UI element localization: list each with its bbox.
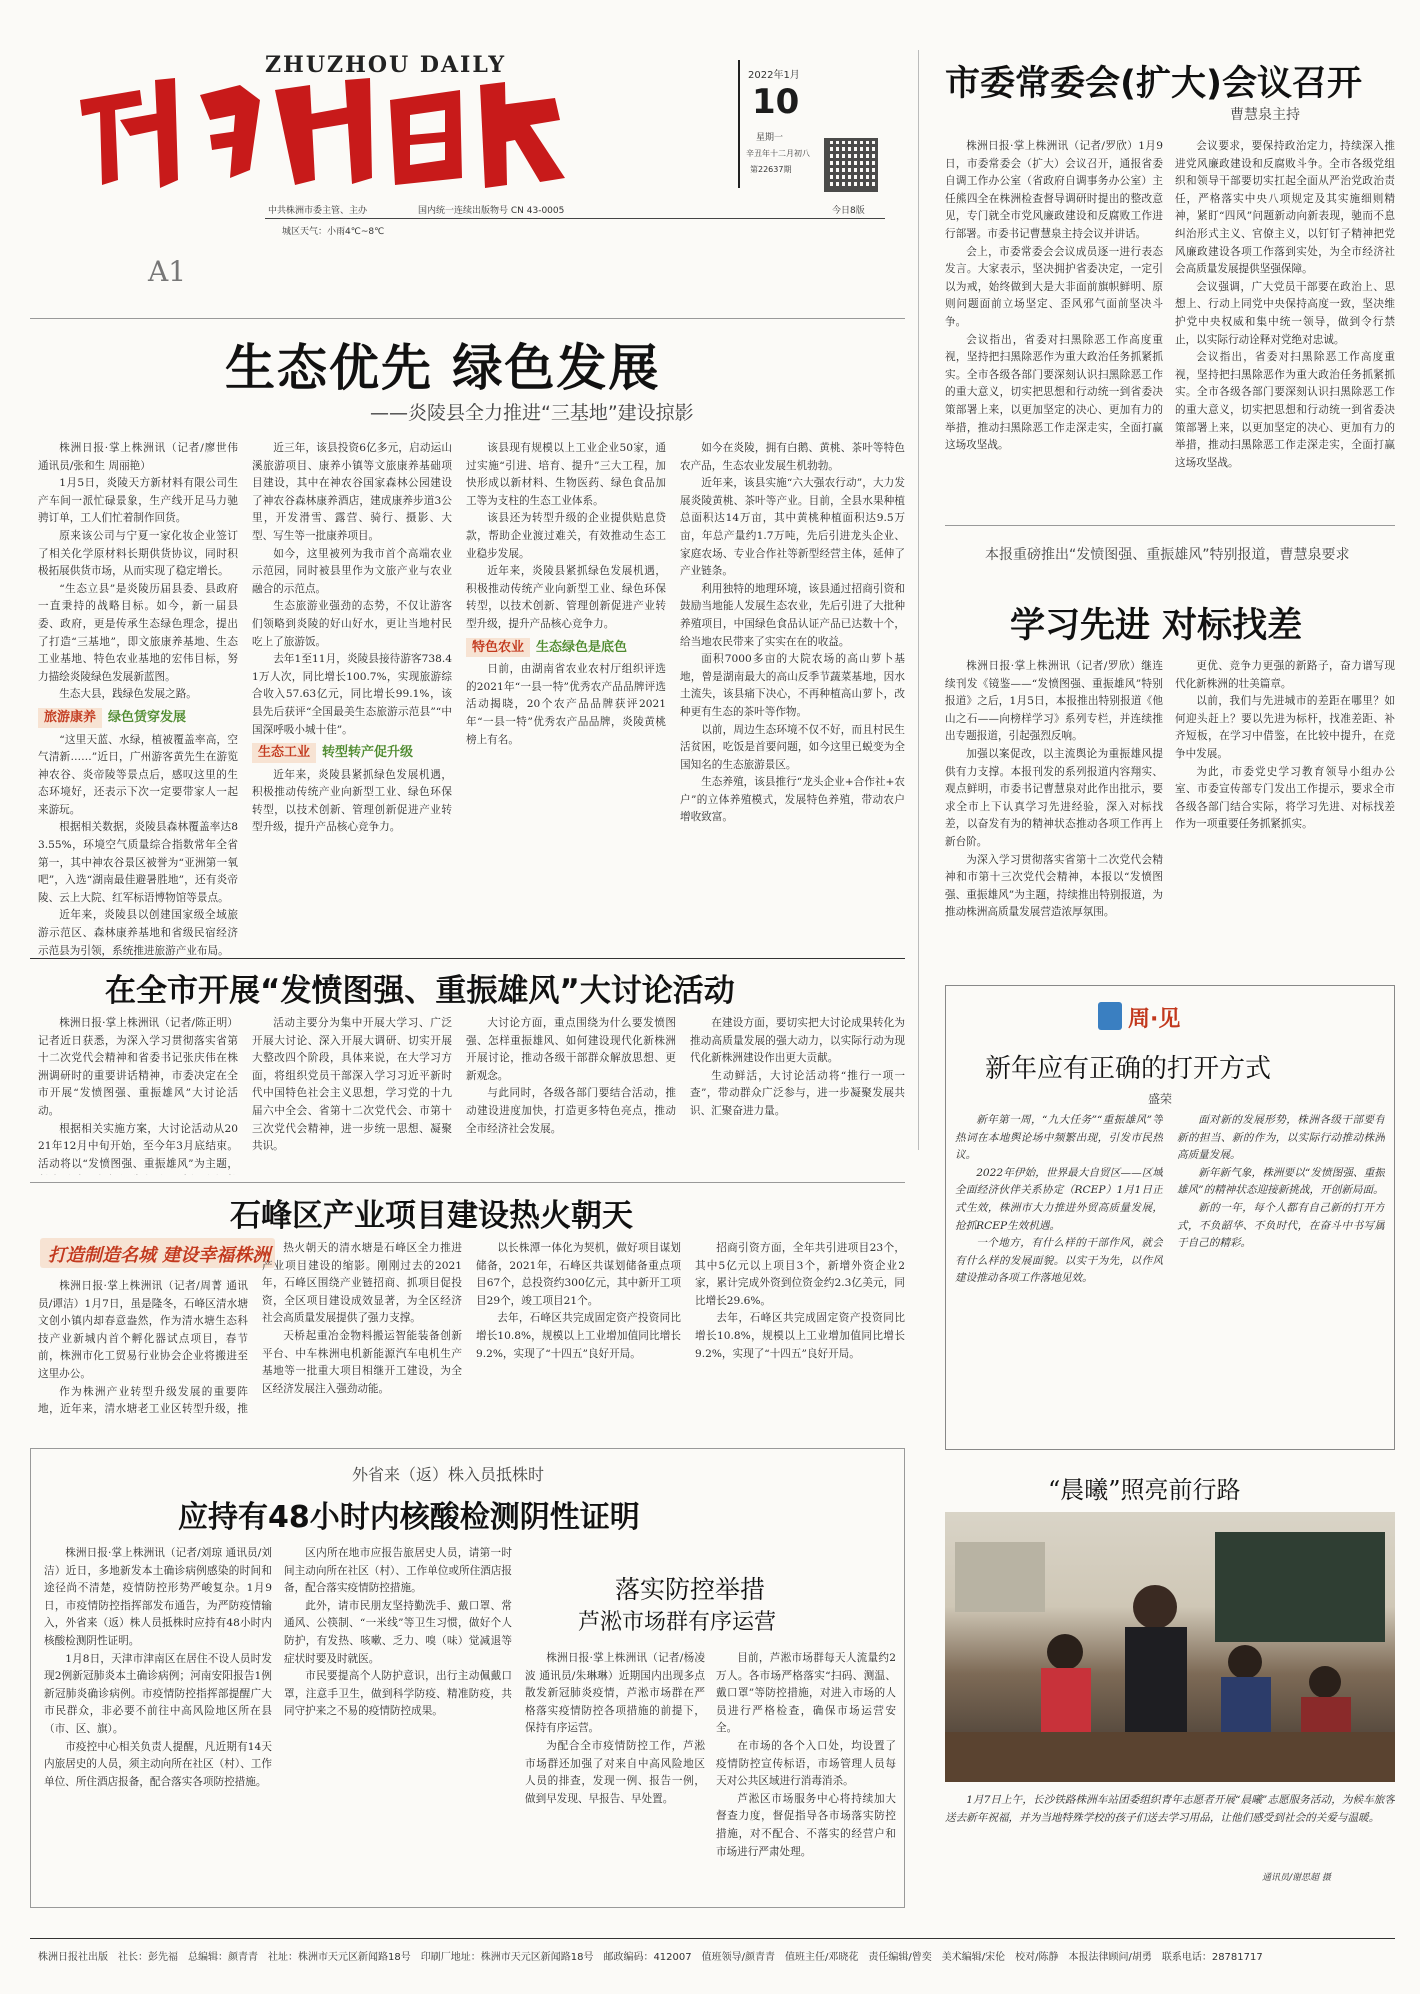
section-tag [38,704,238,732]
rule [30,318,905,319]
qr-code[interactable] [824,138,878,192]
market-title: 落实防控举措 [615,1575,766,1604]
committee-title: 市委常委会(扩大)会议召开 [945,64,1362,104]
english-name: ZHUZHOU DAILY [265,52,507,78]
paragraph: 利用独特的地理环境，该县通过招商引资和鼓励当地能人发展生态农业，先后引进了大批种养殖项目，中国绿色食品认证产品已达数十个，给当地农民带来了实实在在的收益。 [680,582,905,648]
recruit-text-left [945,658,1163,972]
paragraph: 根据相关实施方案，大讨论活动从2021年12月中旬开始，至今年3月底结束。活动将以“发愤图强、重振雄风”为主题， [38,1122,238,1170]
caption-text: 1月7日上午，长沙铁路株洲车站团委组织青年志愿者开展“晨曦”志愿服务活动，为候车旅客送去新年祝福，并为当地特殊学校的孩子们送去学习用品，让他们感受到社会的关爱与温暖。 [945,1794,1395,1824]
covid-title: 应持有48小时内核酸检测阴性证明 [178,1500,640,1535]
paragraph: 2022年伊始，世界最大自贸区——区域全面经济伙伴关系协定（RCEP）1月1日正式生效，株洲市大力推进外贸高质量发展，抢抓RCEP生效机遇。 [955,1166,1163,1232]
paragraph: 新的一年，每个人都有自己新的打开方式，不负韶华、不负时代，在奋斗中书写属于自己的精彩。 [1177,1201,1385,1250]
paragraph: 近年来，该县实施“六大强农行动”，大力发展炎陵黄桃、茶叶等产业。目前，全县水果种植总面积达14万亩，其中黄桃种植面积达9.5万亩，年总产量约1.7万吨，先后引进龙头企业、家庭农场、专业合作社等新型经营主体，延伸了产业链条。 [680,477,905,578]
paragraph: 面对新的发展形势，株洲各级干部要有新的担当、新的作为，以实际行动推动株洲高质量发展。 [1177,1114,1385,1162]
paragraph: 近年来，炎陵县紧抓绿色发展机遇，积极推动传统产业向新型工业、绿色环保转型，以技术创新、管理创新促进产业转型升级，提升产品核心竞争力。 [252,768,452,834]
campaign-col-1 [38,1015,238,1175]
paragraph: 生态养殖，该县推行“龙头企业+合作社+农户”的立体养殖模式，发展特色养殖，带动农户增收致富。 [680,776,905,824]
paragraph: 一个地方，有什么样的干部作风，就会有什么样的发展面貌。以实干为先，以作风建设推动各项工作落地见效。 [955,1237,1163,1285]
paragraph: 热火朝天的清水塘是石峰区全力推进产业项目建设的缩影。刚刚过去的2021年，石峰区围绕产业链招商、抓项目促投资，全区项目建设成效显著，为全区经济社会高质量发展提供了强力支撑。 [262,1242,462,1325]
paragraph: 根据相关数据，炎陵县森林覆盖率达83.55%，环境空气质量综合指数常年全省第一，其中神农谷景区被誉为“亚洲第一氧吧”，入选“湖南最佳避暑胜地”，还有炎帝陵、云上大院、红军标语博物馆等景点。 [38,821,238,904]
market-title-2: 芦淞市场群有序运营 [578,1610,777,1635]
paragraph: 市民要提高个人防护意识，出行主动佩戴口罩，注意手卫生，做到科学防疫、精准防疫，共同守护来之不易的疫情防控成果。 [284,1670,512,1718]
tag-subtitle: 转型转产促升级 [322,745,414,761]
classroom-scene [945,1512,1395,1782]
paragraph: 以长株潭一体化为契机，做好项目谋划储备，2021年，石峰区共谋划储备重点项目67个，总投资约300亿元，其中新开工项目29个，竣工项目21个。 [476,1242,681,1307]
paragraph: 去年，石峰区共完成固定资产投资同比增长10.8%，规模以上工业增加值同比增长9.2%，实现了“十四五”良好开局。 [695,1312,905,1360]
paragraph: 新年新气象，株洲要以“发愤图强、重振雄风”的精神状态迎接新挑战，开创新局面。 [1177,1166,1385,1197]
paragraph: 芦淞区市场服务中心将持续加大督查力度，督促指导各市场落实防控措施，对不配合、不落实的经营户和市场进行严肃处理。 [716,1792,896,1858]
committee-author: 曹慧泉主持 [1230,107,1300,123]
footer-text: 株洲日报社出版 社长：彭先福 总编辑：颜青青 社址：株洲市天元区新闻路18号 印刷厂地址：株洲市天元区新闻路18号 邮政编码：412007 值班领导/颜青青 值班主任/邓晓花 责任编辑/曾奕 美术编辑/宋伦 校对/陈静 本报法律顾问/胡勇 联系电话：28781717 [38,1952,1263,1963]
tag-label: 旅游康养 [38,708,102,728]
paragraph: 招商引资方面，全年共引进项目23个，其中5亿元以上项目3个，新增外资企业2家，累计完成外资到位资金约2.3亿美元，同比增长29.6%。 [695,1242,905,1307]
rule [30,958,905,959]
paragraph: 此外，请市民朋友坚持勤洗手、戴口罩、常通风、公筷制、“一米线”等卫生习惯，做好个人防护，有发热、咳嗽、乏力、嗅（味）觉减退等症状时要及时就医。 [284,1599,512,1665]
paragraph: 在市场的各个入口处，均设置了疫情防控宣传标语，市场管理人员每天对公共区域进行消毒消杀。 [716,1739,896,1788]
badge-text: 周·见 [1128,1007,1181,1032]
paragraph: 去年1至11月，炎陵县接待游客738.41万人次，同比增长100.7%，实现旅游综合收入57.63亿元，同比增长99.1%，该县先后获评“全国最美生态旅游示范县”“中国深呼吸小城十佳”。 [252,653,452,736]
paragraph: 去年，石峰区共完成固定资产投资同比增长10.8%，规模以上工业增加值同比增长9.2%，实现了“十四五”良好开局。 [476,1312,681,1360]
page-label: A1 [148,255,187,288]
masthead-logo [60,60,580,195]
recruit-title: 学习先进 对标找差 [1010,606,1303,646]
logo-calligraphy [60,60,580,195]
paragraph: 1月8日，天津市津南区在居住不设人员时发现2例新冠肺炎本土确诊病例；河南安阳报告1例新冠肺炎确诊病例。市疫情防控指挥部提醒广大市民群众，非必要不前往中高风险地区所在县（市、区、旗）。 [44,1652,272,1735]
paragraph: 株洲日报·掌上株洲讯（记者/罗欣）继连续刊发《镜鉴——“发愤图强、重振雄风”特别报道》之后，1月5日，本报推出特别报道《他山之石——向榜样学习》系列专栏，并连续推出专题报道，引起强烈反响。 [945,660,1163,743]
weekly-col-2 [1177,1112,1385,1440]
paragraph: 近年来，炎陵县紧抓绿色发展机遇，积极推动传统产业向新型工业、绿色环保转型，以技术创新、管理创新促进产业转型升级，提升产品核心竞争力。 [466,565,666,630]
footer-rule [30,1938,1395,1939]
weather: 城区天气：小雨4℃~8℃ [282,227,385,237]
section-tag [466,634,666,662]
covid-kicker: 外省来（返）株入员抵株时 [352,1465,545,1484]
paragraph: 会议要求，要保持政治定力，持续深入推进党风廉政建设和反腐败斗争。全市各级党组织和领导干部要切实扛起全面从严治党政治责任，严格落实中央八项规定及其实施细则精神，紧盯“四风”问题新动向新表现，驰而不息纠治形式主义、官僚主义，以钉钉子精神把党风廉政建设各项工作落到实处，为全市经济社会高质量发展提供坚强保障。 [1175,140,1395,276]
shifeng-title: 石峰区产业项目建设热火朝天 [230,1198,633,1234]
campaign-col-3 [466,1015,676,1175]
shifeng-col-3 [476,1240,681,1418]
section-tag [252,739,452,767]
shifeng-col-4 [695,1240,905,1418]
paragraph: 近三年，该县投资6亿多元，启动运山溪旅游项目、康养小镇等文旅康养基础项目建设，其中在神农谷国家森林公园建设了神农谷森林康养酒店，建成康养步道3公里，开发滑雪、露营、骑行、摄影、大型、写生等一批康养项目。 [252,442,452,542]
paragraph: 会议指出，省委对扫黑除恶工作高度重视，坚持把扫黑除恶作为重大政治任务抓紧抓实。全市各级各部门要深刻认识扫黑除恶工作的重大意义，切实把思想和行动统一到省委决策部署上来，以更加坚定的决心、更加有力的举措，推动扫黑除恶工作走深走实，全面打赢这场攻坚战。 [945,333,1163,452]
masthead-rule [265,218,885,219]
paragraph: 以前，周边生态环境不仅不好，而且村民生活贫困，吃饭是首要问题，如今这里已蜕变为全国知名的生态旅游景区。 [680,723,905,771]
campaign-col-2 [252,1015,452,1175]
paragraph: 目前，芦淞市场群每天人流量约2万人。各市场严格落实“扫码、测温、戴口罩”等防控措施，对进入市场的人员进行严格检查，确保市场运营安全。 [716,1652,896,1735]
market-col-1 [525,1650,705,1895]
paragraph: 面积7000多亩的大院农场的高山萝卜基地，曾是湖南最大的高山反季节蔬菜基地，因水土流失，该县痛下决心，不再种植高山萝卜，改种更有生态的茶叶等作物。 [680,653,905,718]
paragraph: 以前，我们与先进城市的差距在哪里？如何迎头赶上？要以先进为标杆，找准差距、补齐短板，在学习中借鉴，在比较中提升，在竞争中发展。 [1175,695,1395,760]
byline: 株洲日报·掌上株洲讯（记者/廖世伟 通讯员/张和生 周丽艳） [38,442,238,472]
shifeng-banner [40,1238,275,1268]
column-divider [918,50,919,1150]
lunar-date: 辛丑年十二月初八 [746,149,810,158]
paragraph: 为配合全市疫情防控工作，芦淞市场群还加强了对来自中高风险地区人员的排查，发现一例、报告一例，做到早发现、早报告、早处置。 [525,1739,705,1805]
rule [30,1182,905,1183]
tag-subtitle: 绿色赁穿发展 [108,709,187,725]
paragraph: 天桥起重冶金物料搬运智能装备创新平台、中车株洲电机新能源汽车电机生产基地等一批重大项目相继开工建设，为全区经济发展注入强劲动能。 [262,1329,462,1395]
paragraph: 生动鲜活，大讨论活动将“推行一项一查”，带动群众广泛参与，进一步凝聚发展共识、汇聚奋进力量。 [690,1069,905,1117]
eco-col-3 [466,440,666,970]
paragraph: 大讨论方面，重点围绕为什么要发愤图强、怎样重振雄风、如何建设现代化新株洲开展讨论，推动各级干部群众解放思想、更新观念。 [466,1017,676,1082]
paragraph: 新年第一周，“九大任务”“重振雄风”等热词在本地舆论场中频繁出现，引发市民热议。 [955,1114,1163,1162]
paragraph: 作为株洲产业转型升级发展的重要阵地，近年来，清水塘老工业区转型升级，推 [38,1385,248,1416]
covid-col-1 [44,1545,272,1895]
paragraph: 该县还为转型升级的企业提供贴息贷款，帮助企业渡过难关，有效推动生态工业稳步发展。 [466,512,666,560]
paragraph: 该县现有规模以上工业企业50家，通过实施“引进、培育、提升”三大工程，加快形成以新材料、生物医药、绿色食品加工等为支柱的生态工业体系。 [466,442,666,507]
date-day: 10 [752,82,800,122]
market-col-2 [716,1650,896,1895]
paragraph: 如今在炎陵，拥有白鹅、黄桃、茶叶等特色农产品，生态农业发展生机勃勃。 [680,442,905,472]
paragraph: 在建设方面，要切实把大讨论成果转化为推动高质量发展的强大动力，以实际行动为现代化新株洲建设作出更大贡献。 [690,1017,905,1065]
paragraph: 株洲日报·掌上株洲讯（记者/刘琼 通讯员/刘洁）近日，多地新发本土确诊病例感染的时间和途径尚不清楚，疫情防控形势严峻复杂。1月9日，市疫情防控指挥部发布通告，为严防疫情输入，外省来（返）株人员抵株时应持有48小时内核酸检测阴性证明。 [44,1547,272,1647]
eco-col-4 [680,440,905,970]
news-icon [1098,1002,1122,1030]
paragraph: 原来该公司与宁夏一家化妆企业签订了相关化学原材料长期供货协议，同时积极拓展供货市场，从而实现了稳定增长。 [38,529,238,578]
paragraph: 日前，由湖南省农业农村厅组织评选的2021年“一县一特”优秀农产品品牌评选活动揭晓，20个农产品品牌获评2021年“一县一特”优秀农产品品牌，炎陵黄桃榜上有名。 [466,663,666,746]
paragraph: 株洲日报·掌上株洲讯（记者/罗欣）1月9日，市委常委会（扩大）会议召开，通报省委自调工作办公室（省政府自调事务办公室）主任熊四全在株洲检查督导调研时提出的整改意见，专门就全市党风廉政建设和反腐败工作进行部署。市委书记曹慧泉主持会议并讲话。 [945,140,1163,240]
paragraph: 区内所在地市应报告旅居史人员，请第一时间主动向所在社区（村）、工作单位或所住酒店报备，配合落实疫情防控措施。 [284,1547,512,1595]
paragraph: 生态大县，践绿色发展之路。 [59,688,197,701]
news-photo [945,1512,1395,1782]
issue-number: 第22637期 [750,165,792,174]
recruit-text-right [1175,658,1395,972]
tag-subtitle: 生态绿色是底色 [536,639,628,655]
weekly-title: 新年应有正确的打开方式 [985,1054,1272,1084]
paragraph: 如今，这里被列为我市首个高端农业示范园，同时被县里作为文旅产业与农业融合的示范点。 [252,547,452,595]
cn-code: 国内统一连续出版物号 CN 43-0005 [418,206,565,216]
paragraph: 近年来，炎陵县以创建国家级全域旅游示范区、森林康养基地和省级民宿经济示范县为引领，系统推进旅游产业布局。 [38,909,238,957]
eco-subtitle: ——炎陵县全力推进“三基地”建设掠影 [370,402,694,424]
eco-col-2 [252,440,452,970]
paragraph: 会议指出，省委对扫黑除恶工作高度重视，坚持把扫黑除恶作为重大政治任务抓紧抓实。全市各级各部门要深刻认识扫黑除恶工作的重大意义，切实把思想和行动统一到省委决策部署上来，以更加坚定的决心、更加有力的举措，推动扫黑除恶工作走深走实，全面打赢这场攻坚战。 [1175,351,1395,469]
paragraph: 市疫控中心相关负责人提醒，凡近期有14天内旅居史的人员，须主动向所在社区（村）、工作单位、所住酒店报备，配合落实各项防控措施。 [44,1740,272,1788]
shifeng-col-2 [262,1240,462,1418]
banner-text: 打造制造名城 建设幸福株洲 [48,1245,271,1266]
covid-col-2 [284,1545,512,1895]
photo-title: “晨曦”照亮前行路 [1048,1476,1241,1504]
weekly-badge [1098,1000,1181,1034]
paragraph: 活动主要分为集中开展大学习、广泛开展大讨论、深入开展大调研、切实开展大整改四个阶段，具体来说，在大学习方面，将组织党员干部深入学习习近平新时代中国特色社会主义思想，学习党的十九届六中全会、省第十二次党代会、市第十三次党代会精神，进一步统一思想、凝聚共识。 [252,1017,452,1153]
paragraph: 株洲日报·掌上株洲讯（记者/杨凌波 通讯员/朱琳琳）近期国内出现多点散发新冠肺炎疫情，芦淞市场群在严格落实疫情防控各项措施的前提下，保持有序运营。 [525,1652,705,1735]
weekly-col-1 [955,1112,1163,1440]
paragraph: “生态立县”是炎陵历届县委、县政府一直秉持的战略目标。如今，新一届县委、政府，更是传承生态绿色理念，提出了打造“三基地”，即文旅康养基地、生态工业基地、特色农业基地的宏伟目标，努力描绘炎陵绿色发展新蓝图。 [38,582,238,683]
weekday: 星期一 [756,133,784,143]
publisher: 中共株洲市委主管、主办 [268,206,368,216]
date-box [738,60,810,188]
paragraph: “这里天蓝、水绿，植被覆盖率高，空气清新……”近日，广州游客黄先生在游览神农谷、炎帝陵等景点后，感叹这里的生态环境好，还表示下次一定要带家人一起来游玩。 [38,733,238,816]
campaign-title: 在全市开展“发愤图强、重振雄风”大讨论活动 [105,973,735,1009]
paragraph: 生态旅游业强劲的态势，不仅让游客们领略到炎陵的好山好水，更让当地村民吃上了旅游饭。 [252,600,452,648]
paragraph: 加强以案促改，以主流舆论为重振雄风提供有力支撑。本报刊发的系列报道内容翔实、观点鲜明，市委书记曹慧泉对此作出批示，要求全市上下认真学习先进经验，深入对标找差，以奋发有为的精神状态推动各项工作再上新台阶。 [945,747,1163,848]
paragraph: 会议强调，广大党员干部要在政治上、思想上、行动上同党中央保持高度一致，坚决维护党中央权威和集中统一领导，做到令行禁止，以实际行动诠释对党绝对忠诚。 [1175,280,1395,346]
tag-label: 特色农业 [466,638,530,658]
shifeng-col-1 [38,1278,248,1418]
paragraph: 为此，市委党史学习教育领导小组办公室、市委宣传部专门发出工作提示，要求全市各级各部门结合实际，将学习先进、对标找差作为一项重要任务抓紧抓实。 [1175,765,1395,831]
photo-credit: 通讯员/谢思超 摄 [1262,1873,1331,1883]
paragraph: 更优、竞争力更强的新路子，奋力谱写现代化新株洲的壮美篇章。 [1175,660,1395,690]
eco-title: 生态优先 绿色发展 [225,339,661,397]
paragraph: 会上，市委常委会会议成员逐一进行表态发言。大家表示，坚决拥护省委决定，一定引以为戒，始终做到大是大非面前旗帜鲜明、原则问题面前立场坚定、歪风邪气面前坚决斗争。 [945,245,1163,328]
paragraph: 为深入学习贯彻落实省第十二次党代会精神和市第十三次党代会精神，本报以“发愤图强、重振雄风”为主题，持续推出特别报道，为推动株洲高质量发展营造浓厚氛围。 [945,853,1163,919]
rule [945,525,1395,526]
paragraph: 1月5日，炎陵天方新材料有限公司生产车间一派忙碌景象，生产线开足马力驰骋订单，工人们忙着制作回货。 [38,477,238,525]
weekly-author: 盛荣 [1148,1092,1173,1106]
campaign-col-4 [690,1015,905,1175]
committee-text-left [945,138,1163,510]
date-year-month: 2022年1月 [748,70,800,81]
tag-label: 生态工业 [252,743,316,763]
recruit-intro: 本报重磅推出“发愤图强、重振雄风”特别报道，曹慧泉要求 [985,547,1350,563]
paragraph: 株洲日报·掌上株洲讯（记者/陈正明）记者近日获悉，为深入学习贯彻落实省第十二次党代会精神和省委书记张庆伟在株洲调研时的重要讲话精神，市委决定在全市开展“发愤图强、重振雄风”大讨论活动。 [38,1017,238,1117]
committee-text-right [1175,138,1395,510]
eco-col-1 [38,440,238,970]
page-count: 今日8版 [832,206,865,216]
paragraph: 与此同时，各级各部门要结合活动，推动建设进度加快，打造更多特色亮点，推动全市经济社会发展。 [466,1087,676,1135]
paragraph: 株洲日报·掌上株洲讯（记者/周菁 通讯员/谭洁）1月7日，虽是隆冬，石峰区清水塘文创小镇内却春意盎然，作为清水塘生态科技产业新城内首个孵化器试点项目，春节前，株洲市化工贸易行业协会企业将搬进至这里办公。 [38,1280,248,1380]
